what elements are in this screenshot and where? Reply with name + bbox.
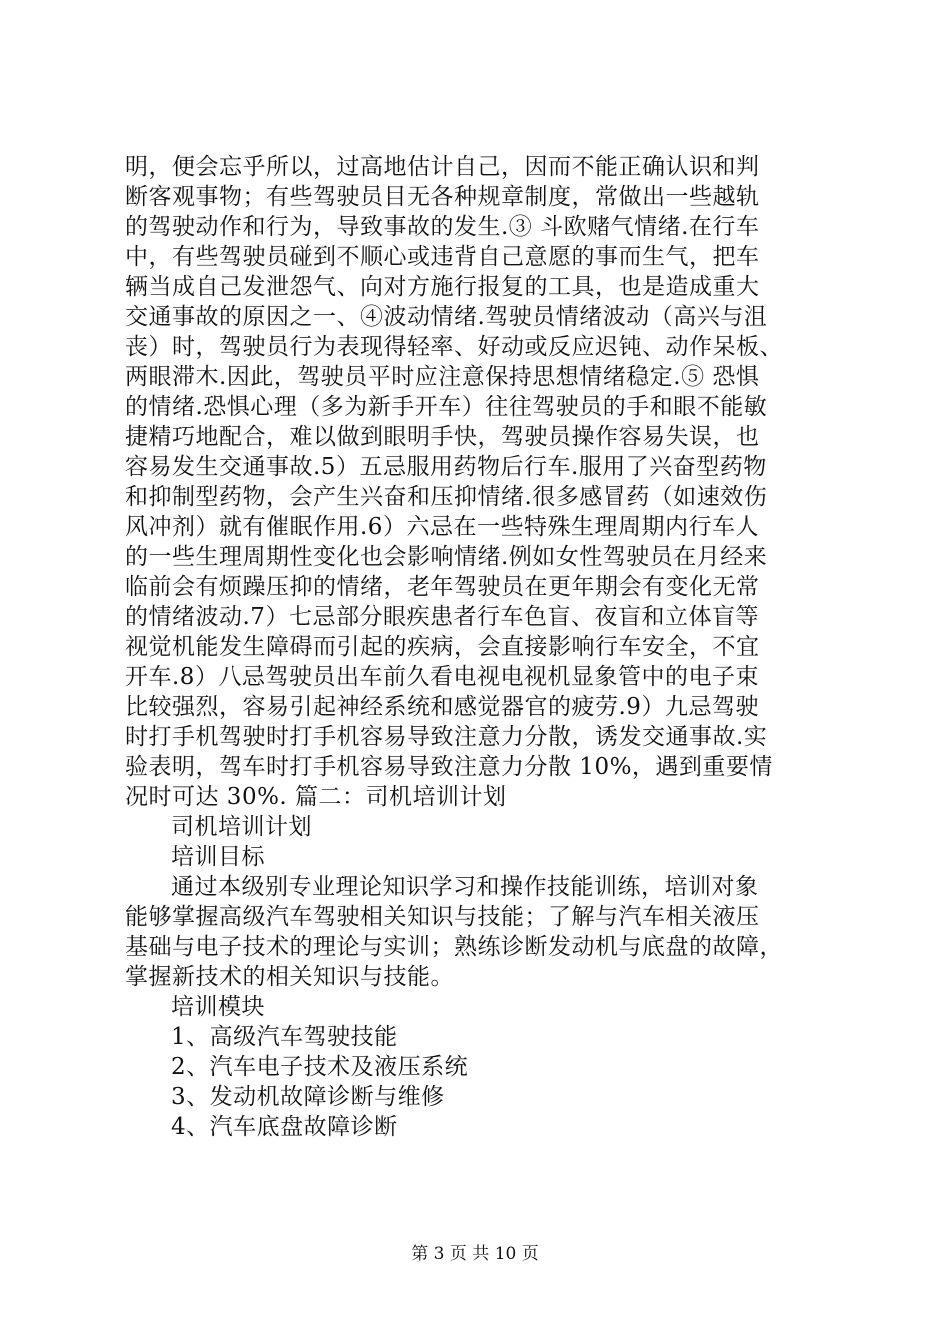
document-body bbox=[125, 152, 850, 1142]
paragraph-line: 断客观事物；有些驾驶员目无各种规章制度，常做出一些越轨 bbox=[125, 184, 760, 210]
paragraph-line: 两眼滞木.因此，驾驶员平时应注意保持思想情绪稳定.⑤ 恐惧 bbox=[125, 364, 760, 390]
paragraph-line: 临前会有烦躁压抑的情绪，老年驾驶员在更年期会有变化无常 bbox=[125, 574, 760, 600]
module-item: 1、高级汽车驾驶技能 bbox=[171, 1024, 398, 1050]
paragraph-line: 中，有些驾驶员碰到不顺心或违背自己意愿的事而生气，把车 bbox=[125, 244, 760, 270]
paragraph-line: 丧）时，驾驶员行为表现得轻率、好动或反应迟钝、动作呆板、 bbox=[125, 334, 783, 360]
paragraph-line: 的一些生理周期性变化也会影响情绪.例如女性驾驶员在月经来 bbox=[125, 544, 768, 570]
goal-line: 掌握新技术的相关知识与技能。 bbox=[125, 964, 454, 990]
paragraph-line: 的情绪波动.7）七忌部分眼疾患者行车色盲、夜盲和立体盲等 bbox=[125, 604, 759, 630]
heading-plan: 司机培训计划 bbox=[171, 814, 312, 840]
heading-modules: 培训模块 bbox=[171, 994, 265, 1020]
paragraph-line: 比较强烈，容易引起神经系统和感觉器官的疲劳.9）九忌驾驶 bbox=[125, 694, 759, 720]
paragraph-line: 和抑制型药物，会产生兴奋和压抑情绪.很多感冒药（如速效伤 bbox=[125, 484, 768, 510]
module-item: 2、汽车电子技术及液压系统 bbox=[171, 1054, 469, 1080]
paragraph-line: 风冲剂）就有催眠作用.6）六忌在一些特殊生理周期内行车人 bbox=[125, 514, 759, 540]
paragraph-line: 的驾驶动作和行为，导致事故的发生.③ 斗欧赌气情绪.在行车 bbox=[125, 214, 760, 240]
paragraph-line: 时打手机驾驶时打手机容易导致注意力分散，诱发交通事故.实 bbox=[125, 724, 768, 750]
paragraph-line: 开车.8）八忌驾驶员出车前久看电视电视机显象管中的电子束 bbox=[125, 664, 759, 690]
heading-goal: 培训目标 bbox=[171, 844, 265, 870]
paragraph-line: 明，便会忘乎所以，过高地估计自己，因而不能正确认识和判 bbox=[125, 154, 760, 180]
goal-line: 能够掌握高级汽车驾驶相关知识与技能；了解与汽车相关液压 bbox=[125, 904, 760, 930]
paragraph-line: 捷精巧地配合，难以做到眼明手快，驾驶员操作容易失误，也 bbox=[125, 424, 760, 450]
goal-line: 通过本级别专业理论知识学习和操作技能训练，培训对象 bbox=[171, 874, 759, 900]
module-item: 3、发动机故障诊断与维修 bbox=[171, 1084, 445, 1110]
module-item: 4、汽车底盘故障诊断 bbox=[171, 1114, 398, 1140]
paragraph-line: 验表明，驾车时打手机容易导致注意力分散 10%，遇到重要情 bbox=[125, 754, 773, 780]
goal-line: 基础与电子技术的理论与实训；熟练诊断发动机与底盘的故障， bbox=[125, 934, 783, 960]
paragraph-line: 容易发生交通事故.5）五忌服用药物后行车.服用了兴奋型药物 bbox=[125, 454, 767, 480]
page-number-footer: 第 3 页 共 10 页 bbox=[411, 1244, 539, 1264]
paragraph-line: 辆当成自己发泄怨气、向对方施行报复的工具，也是造成重大 bbox=[125, 274, 760, 300]
paragraph-line: 的情绪.恐惧心理（多为新手开车）往往驾驶员的手和眼不能敏 bbox=[125, 394, 768, 420]
paragraph-line: 视觉机能发生障碍而引起的疾病，会直接影响行车安全，不宜 bbox=[125, 634, 760, 660]
paragraph-line: 交通事故的原因之一、④波动情绪.驾驶员情绪波动（高兴与沮 bbox=[125, 304, 768, 330]
paragraph-line: 况时可达 30%. 篇二：司机培训计划 bbox=[125, 784, 507, 810]
